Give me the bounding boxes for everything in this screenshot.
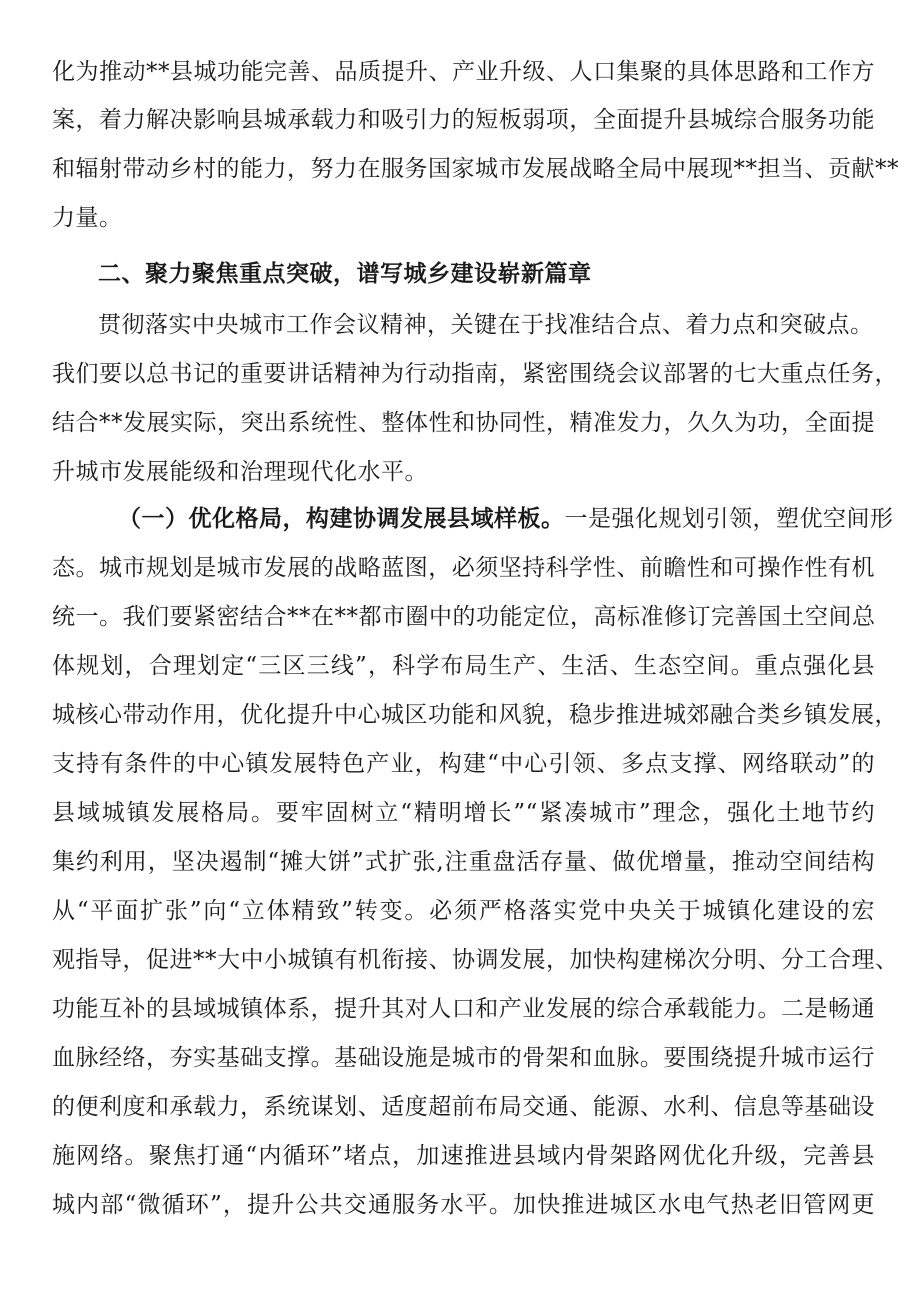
text-line: 化为推动**县城功能完善、品质提升、产业升级、人口集聚的具体思路和工作方 (52, 59, 875, 85)
text-line: 态。城市规划是城市发展的战略蓝图，必须坚持科学性、前瞻性和可操作性有机 (52, 555, 875, 581)
text-line: 县域城镇发展格局。要牢固树立“精明增长”“紧凑城市”理念，强化土地节约 (52, 800, 875, 826)
text-line: 血脉经络，夯实基础支撑。基础设施是城市的骨架和血脉。要围绕提升城市运行 (52, 1045, 875, 1071)
text-line: 功能互补的县域城镇体系，提升其对人口和产业发展的综合承载能力。二是畅通 (52, 996, 875, 1022)
text-line: 的便利度和承载力，系统谋划、适度超前布局交通、能源、水利、信息等基础设 (52, 1094, 875, 1120)
subsection-heading: （一）优化格局，构建协调发展县域样板。 (118, 505, 565, 532)
text-line: 结合**发展实际，突出系统性、整体性和协同性，精准发力，久久为功，全面提 (52, 410, 875, 436)
text-line: 体规划，合理划定“三区三线”，科学布局生产、生活、生态空间。重点强化县 (52, 653, 875, 679)
text-line: 力量。 (52, 205, 123, 231)
text-line: 我们要以总书记的重要讲话精神为行动指南，紧密围绕会议部署的七大重点任务， (52, 361, 898, 387)
text-line: 支持有条件的中心镇发展特色产业，构建“中心引领、多点支撑、网络联动”的 (52, 751, 875, 777)
text-line: 和辐射带动乡村的能力，努力在服务国家城市发展战略全局中展现**担当、贡献** (52, 156, 899, 182)
text-line: 贯彻落实中央城市工作会议精神，关键在于找准结合点、着力点和突破点。 (98, 312, 874, 338)
text-line: 施网络。聚焦打通“内循环”堵点，加速推进县域内骨架路网优化升级，完善县 (52, 1143, 875, 1169)
section-heading: 二、聚力聚焦重点突破，谱写城乡建设崭新篇章 (98, 260, 592, 287)
text-line: 从“平面扩张”向“立体精致”转变。必须严格落实党中央关于城镇化建设的宏 (52, 898, 875, 924)
text-line: 集约利用，坚决遏制“摊大饼”式扩张,注重盘活存量、做优增量，推动空间结构 (52, 849, 875, 875)
text-line: 城内部“微循环”，提升公共交通服务水平。加快推进城区水电气热老旧管网更 (52, 1192, 875, 1218)
text-line: 城核心带动作用，优化提升中心城区功能和风貌，稳步推进城郊融合类乡镇发展， (52, 702, 898, 728)
subsection-line (52, 501, 894, 537)
text-line: 升城市发展能级和治理现代化水平。 (52, 459, 428, 485)
text-line: 观指导，促进**大中小城镇有机衔接、协调发展，加快构建梯次分明、分工合理、 (52, 947, 899, 973)
subsection-text: 一是强化规划引领，塑优空间形 (564, 506, 894, 532)
text-line: 统一。我们要紧密结合**在**都市圈中的功能定位，高标准修订完善国土空间总 (52, 604, 876, 630)
text-line: 案，着力解决影响县城承载力和吸引力的短板弱项，全面提升县城综合服务功能 (52, 107, 875, 133)
